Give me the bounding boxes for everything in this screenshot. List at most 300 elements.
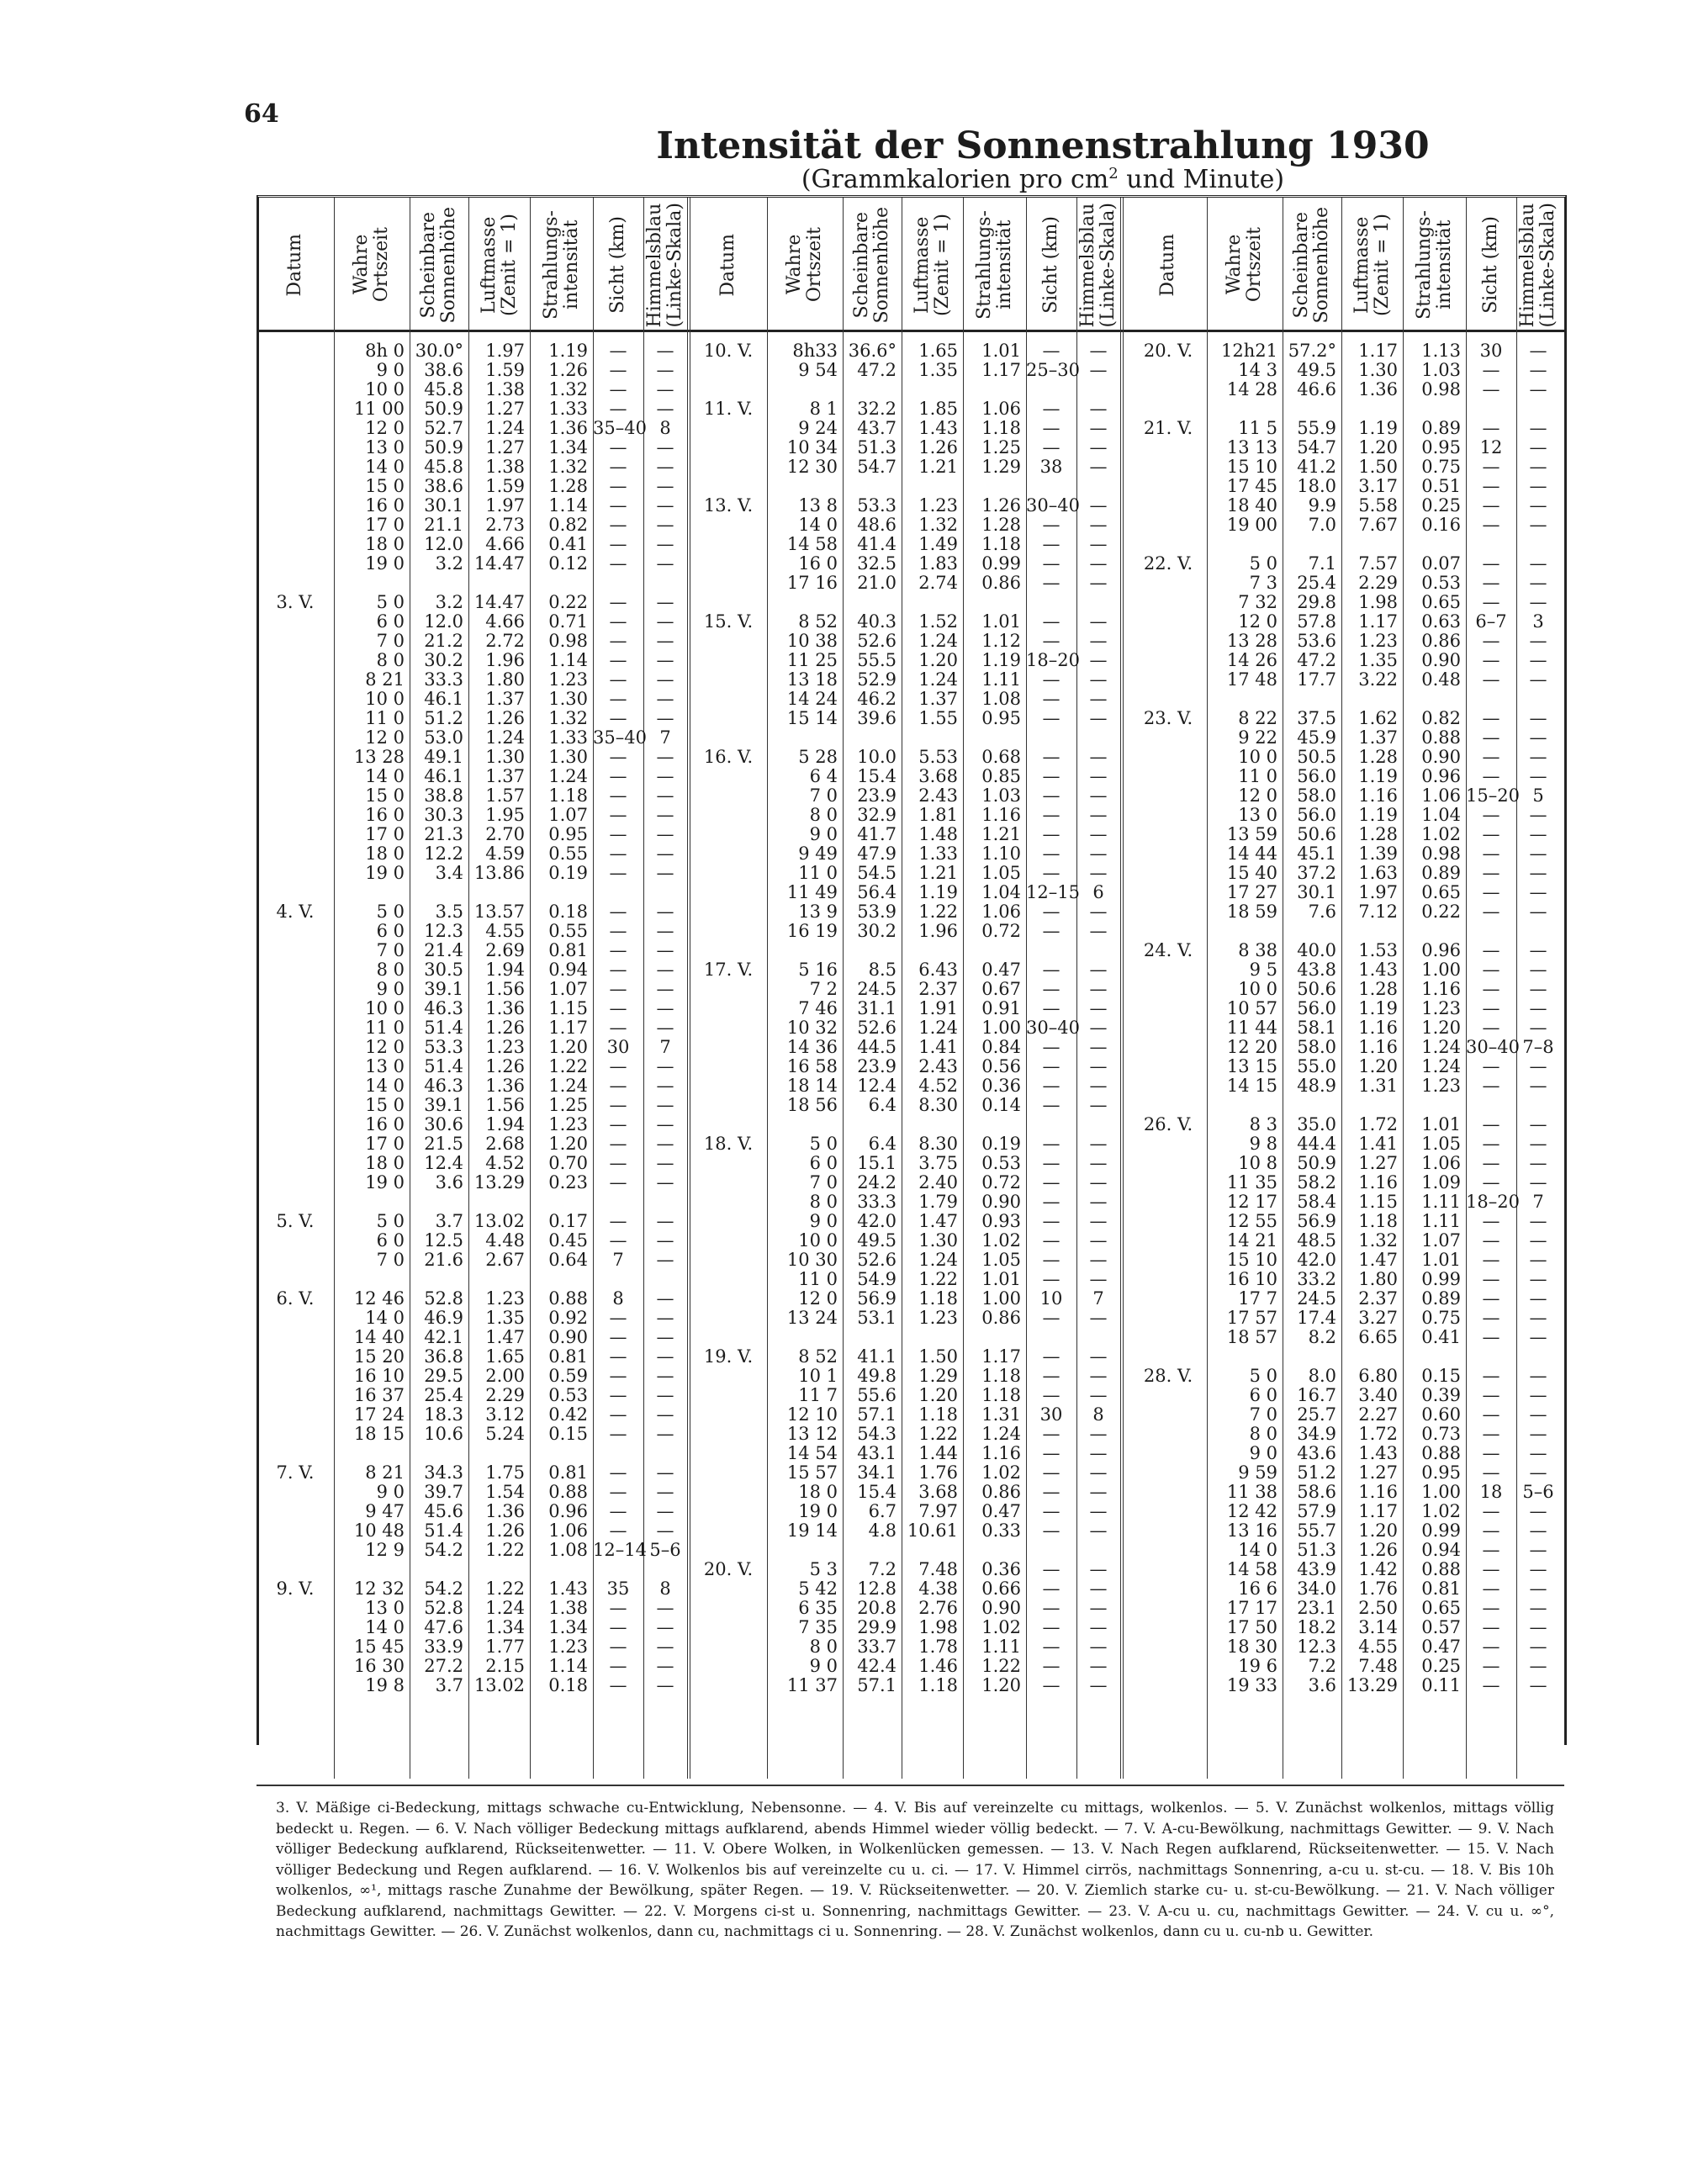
cell-luft: 2.72 <box>485 631 525 651</box>
column-header-label: Scheinbare Sonnenhöhe <box>1291 206 1332 324</box>
cell-blau: — <box>1089 399 1108 419</box>
cell-blau: — <box>656 1617 674 1637</box>
cell-zeit: 18 0 <box>798 1482 838 1502</box>
cell-datum: 4. V. <box>276 902 315 922</box>
table-row <box>690 941 1120 960</box>
cell-blau: — <box>656 805 674 825</box>
cell-luft: 1.24 <box>918 669 958 690</box>
cell-intens: 0.81 <box>1421 1579 1461 1599</box>
cell-hoehe: 51.3 <box>857 437 897 457</box>
cell-zeit: 12 55 <box>1226 1211 1277 1231</box>
cell-sicht: — <box>609 708 627 728</box>
cell-blau: — <box>1089 553 1108 574</box>
cell-sicht: 18–20 <box>1026 650 1080 670</box>
table-row <box>1129 980 1560 999</box>
cell-hoehe: 29.9 <box>857 1617 897 1637</box>
table-row <box>1129 1483 1560 1502</box>
cell-intens: 1.20 <box>1421 1018 1461 1038</box>
cell-blau: — <box>1529 360 1547 380</box>
cell-hoehe: 4.8 <box>868 1520 897 1541</box>
cell-intens: 1.15 <box>548 998 588 1018</box>
cell-hoehe: 53.9 <box>857 902 897 922</box>
cell-zeit: 9 8 <box>1249 1134 1277 1154</box>
cell-luft: 1.65 <box>918 341 958 361</box>
cell-zeit: 16 0 <box>365 495 405 516</box>
cell-sicht: — <box>1042 824 1061 844</box>
cell-zeit: 9 49 <box>798 843 838 864</box>
cell-sicht: — <box>609 902 627 922</box>
cell-zeit: 14 0 <box>798 515 838 535</box>
table-row <box>690 1192 1120 1212</box>
cell-blau: — <box>656 1230 674 1251</box>
cell-sicht: — <box>1042 1617 1061 1637</box>
cell-intens: 1.36 <box>548 418 588 438</box>
cell-blau: — <box>656 960 674 980</box>
cell-hoehe: 3.6 <box>1308 1675 1336 1695</box>
cell-sicht: — <box>1482 1520 1500 1541</box>
table-row <box>1129 516 1560 535</box>
table-row <box>257 709 687 728</box>
cell-intens: 1.08 <box>548 1540 588 1560</box>
cell-blau: — <box>1529 1134 1547 1154</box>
cell-intens: 1.26 <box>548 360 588 380</box>
table-row <box>690 380 1120 399</box>
cell-zeit: 10 34 <box>786 437 838 457</box>
cell-blau: — <box>656 979 674 999</box>
cell-hoehe: 41.4 <box>857 534 897 554</box>
cell-intens: 1.20 <box>981 1675 1021 1695</box>
cell-hoehe: 45.9 <box>1297 727 1336 748</box>
cell-blau: — <box>1529 766 1547 786</box>
group-separator <box>1120 198 1124 1779</box>
cell-hoehe: 18.3 <box>424 1404 463 1425</box>
cell-zeit: 8 21 <box>365 1462 405 1483</box>
cell-blau: — <box>1089 1037 1108 1057</box>
cell-hoehe: 9.9 <box>1308 495 1336 516</box>
cell-luft: 1.72 <box>1358 1114 1398 1134</box>
cell-zeit: 11 38 <box>1226 1482 1277 1502</box>
cell-hoehe: 43.7 <box>857 418 897 438</box>
cell-intens: 1.06 <box>981 399 1021 419</box>
cell-intens: 1.00 <box>981 1288 1021 1309</box>
table-row <box>257 748 687 767</box>
cell-sicht: — <box>1482 843 1500 864</box>
cell-luft: 1.97 <box>485 341 525 361</box>
cell-sicht: — <box>1482 1056 1500 1076</box>
cell-hoehe: 17.7 <box>1297 669 1336 690</box>
cell-intens: 1.32 <box>548 708 588 728</box>
cell-luft: 2.70 <box>485 824 525 844</box>
cell-intens: 1.01 <box>981 1269 1021 1289</box>
table-row <box>690 1405 1120 1425</box>
table-row <box>690 1057 1120 1076</box>
column-header-label: Wahre Ortszeit <box>1224 227 1265 303</box>
cell-sicht: — <box>609 437 627 457</box>
cell-zeit: 14 0 <box>365 1617 405 1637</box>
cell-sicht: — <box>1482 902 1500 922</box>
cell-sicht: — <box>1042 785 1061 806</box>
cell-hoehe: 46.3 <box>424 1076 463 1096</box>
cell-hoehe: 52.6 <box>857 631 897 651</box>
table-row <box>1129 1444 1560 1463</box>
cell-hoehe: 24.2 <box>857 1172 897 1192</box>
cell-hoehe: 54.2 <box>424 1579 463 1599</box>
cell-luft: 1.19 <box>1358 418 1398 438</box>
cell-hoehe: 23.9 <box>857 1056 897 1076</box>
table-row <box>690 1618 1120 1637</box>
cell-hoehe: 12.8 <box>857 1579 897 1599</box>
cell-luft: 1.16 <box>1358 1037 1398 1057</box>
cell-sicht: — <box>609 553 627 574</box>
cell-zeit: 11 0 <box>1238 766 1277 786</box>
cell-zeit: 15 40 <box>1226 863 1277 883</box>
cell-zeit: 9 0 <box>809 1656 838 1676</box>
cell-intens: 1.11 <box>981 669 1021 690</box>
cell-blau: — <box>656 1134 674 1154</box>
cell-blau: — <box>1089 1134 1108 1154</box>
cell-zeit: 10 48 <box>353 1520 405 1541</box>
cell-intens: 0.86 <box>981 573 1021 593</box>
cell-luft: 10.61 <box>907 1520 958 1541</box>
cell-blau: — <box>1089 785 1108 806</box>
cell-luft: 1.19 <box>918 882 958 902</box>
table-row <box>1129 1192 1560 1212</box>
cell-intens: 1.18 <box>981 534 1021 554</box>
cell-intens: 1.11 <box>1421 1192 1461 1212</box>
cell-hoehe: 36.8 <box>424 1346 463 1367</box>
cell-hoehe: 51.4 <box>424 1056 463 1076</box>
table-row <box>1129 825 1560 844</box>
cell-zeit: 7 0 <box>809 1172 838 1192</box>
cell-zeit: 16 19 <box>786 921 838 941</box>
table-row <box>690 361 1120 380</box>
cell-sicht: — <box>1482 824 1500 844</box>
cell-zeit: 10 0 <box>798 1230 838 1251</box>
cell-zeit: 15 45 <box>353 1637 405 1657</box>
cell-luft: 1.44 <box>918 1443 958 1463</box>
cell-intens: 1.02 <box>981 1230 1021 1251</box>
cell-hoehe: 56.4 <box>857 882 897 902</box>
cell-luft: 1.96 <box>485 650 525 670</box>
cell-zeit: 17 45 <box>1226 476 1277 496</box>
cell-hoehe: 16.7 <box>1297 1385 1336 1405</box>
table-row <box>1129 844 1560 864</box>
cell-sicht: — <box>1042 1211 1061 1231</box>
cell-luft: 6.43 <box>918 960 958 980</box>
cell-blau: — <box>1529 1288 1547 1309</box>
column-header-label: Himmelsblau (Linke-Skala) <box>644 202 685 328</box>
cell-luft: 1.76 <box>918 1462 958 1483</box>
cell-zeit: 6 0 <box>376 611 405 632</box>
cell-sicht: 7 <box>612 1250 624 1270</box>
cell-blau: — <box>1089 902 1108 922</box>
cell-blau: — <box>1089 1617 1108 1637</box>
cell-hoehe: 15.1 <box>857 1153 897 1173</box>
cell-intens: 1.17 <box>548 1018 588 1038</box>
column-header-label: Datum <box>284 233 305 297</box>
cell-hoehe: 33.7 <box>857 1637 897 1657</box>
cell-intens: 0.89 <box>1421 863 1461 883</box>
cell-hoehe: 24.5 <box>857 979 897 999</box>
cell-luft: 1.16 <box>1358 1482 1398 1502</box>
table-row <box>1129 554 1560 574</box>
cell-luft: 1.59 <box>485 360 525 380</box>
cell-sicht: — <box>1482 515 1500 535</box>
cell-sicht: — <box>609 592 627 612</box>
table-row <box>257 651 687 670</box>
cell-intens: 0.88 <box>1421 1443 1461 1463</box>
cell-blau: — <box>656 1520 674 1541</box>
cell-luft: 1.30 <box>1358 360 1398 380</box>
cell-sicht: — <box>1482 708 1500 728</box>
cell-hoehe: 54.3 <box>857 1424 897 1444</box>
cell-zeit: 17 7 <box>1238 1288 1277 1309</box>
cell-zeit: 12 0 <box>365 727 405 748</box>
cell-zeit: 6 0 <box>1249 1385 1277 1405</box>
cell-blau: — <box>1529 495 1547 516</box>
cell-hoehe: 41.7 <box>857 824 897 844</box>
cell-blau: — <box>1529 1366 1547 1386</box>
cell-luft: 1.22 <box>485 1540 525 1560</box>
cell-hoehe: 3.5 <box>435 902 463 922</box>
cell-blau: — <box>1529 940 1547 960</box>
cell-intens: 1.01 <box>1421 1250 1461 1270</box>
table-row <box>257 477 687 496</box>
table-row <box>1129 1018 1560 1038</box>
cell-sicht: — <box>609 1656 627 1676</box>
cell-sicht: — <box>1042 1443 1061 1463</box>
table-row <box>257 1289 687 1309</box>
cell-hoehe: 43.9 <box>1297 1559 1336 1579</box>
column-header-label: Strahlungs- intensität <box>1413 210 1455 320</box>
table-row <box>690 419 1120 438</box>
cell-hoehe: 52.8 <box>424 1598 463 1618</box>
table-row <box>257 535 687 554</box>
cell-intens: 1.24 <box>1421 1037 1461 1057</box>
cell-intens: 0.84 <box>981 1037 1021 1057</box>
cell-blau: — <box>1529 1114 1547 1134</box>
cell-luft: 2.27 <box>1358 1404 1398 1425</box>
cell-sicht: — <box>609 1501 627 1521</box>
cell-hoehe: 7.6 <box>1308 902 1336 922</box>
cell-blau: — <box>656 1153 674 1173</box>
cell-blau: — <box>1529 553 1547 574</box>
cell-sicht: — <box>609 341 627 361</box>
cell-sicht: — <box>1042 437 1061 457</box>
cell-hoehe: 25.4 <box>1297 573 1336 593</box>
table-row <box>1129 535 1560 554</box>
cell-sicht: 30–40 <box>1466 1037 1520 1057</box>
cell-blau: — <box>1089 1269 1108 1289</box>
cell-intens: 1.05 <box>1421 1134 1461 1154</box>
cell-zeit: 18 30 <box>1226 1637 1277 1657</box>
cell-intens: 0.99 <box>1421 1520 1461 1541</box>
cell-intens: 1.08 <box>981 689 1021 709</box>
table-row <box>257 960 687 980</box>
cell-zeit: 18 14 <box>786 1076 838 1096</box>
cell-blau: — <box>656 631 674 651</box>
cell-sicht: — <box>609 1482 627 1502</box>
cell-hoehe: 47.2 <box>1297 650 1336 670</box>
cell-luft: 1.28 <box>1358 824 1398 844</box>
cell-blau: — <box>1529 902 1547 922</box>
cell-hoehe: 50.9 <box>424 399 463 419</box>
cell-luft: 1.26 <box>485 1018 525 1038</box>
cell-intens: 0.95 <box>1421 1462 1461 1483</box>
cell-hoehe: 7.1 <box>1308 553 1336 574</box>
cell-blau: — <box>1089 1443 1108 1463</box>
cell-hoehe: 20.8 <box>857 1598 897 1618</box>
cell-blau: — <box>656 1018 674 1038</box>
cell-intens: 0.98 <box>1421 843 1461 864</box>
cell-hoehe: 30.1 <box>1297 882 1336 902</box>
table-row <box>1129 999 1560 1018</box>
cell-blau: — <box>656 341 674 361</box>
cell-blau: — <box>656 1424 674 1444</box>
cell-hoehe: 43.8 <box>1297 960 1336 980</box>
table-row <box>690 960 1120 980</box>
cell-blau: — <box>1529 341 1547 361</box>
column-header-blau <box>1076 202 1120 328</box>
cell-hoehe: 54.5 <box>857 863 897 883</box>
table-row <box>1129 1560 1560 1579</box>
cell-intens: 0.88 <box>548 1288 588 1309</box>
cell-blau: 7 <box>659 727 671 748</box>
cell-hoehe: 56.0 <box>1297 766 1336 786</box>
cell-luft: 1.27 <box>485 437 525 457</box>
cell-blau: — <box>1089 1462 1108 1483</box>
cell-zeit: 12 0 <box>365 418 405 438</box>
cell-sicht: — <box>1042 902 1061 922</box>
cell-zeit: 9 59 <box>1238 1462 1277 1483</box>
cell-sicht: 25–30 <box>1026 360 1080 380</box>
cell-luft: 1.26 <box>485 708 525 728</box>
table-row <box>257 574 687 593</box>
cell-hoehe: 40.0 <box>1297 940 1336 960</box>
cell-zeit: 7 0 <box>376 940 405 960</box>
cell-datum: 11. V. <box>703 399 754 419</box>
cell-luft: 1.52 <box>918 611 958 632</box>
cell-sicht: — <box>1482 979 1500 999</box>
table-row <box>257 1212 687 1231</box>
cell-datum: 15. V. <box>703 611 754 632</box>
cell-hoehe: 48.9 <box>1297 1076 1336 1096</box>
cell-blau: — <box>1089 1192 1108 1212</box>
cell-blau: — <box>1529 1250 1547 1270</box>
cell-hoehe: 47.6 <box>424 1617 463 1637</box>
cell-zeit: 8 0 <box>809 1637 838 1657</box>
cell-sicht: — <box>1482 360 1500 380</box>
cell-blau: 7 <box>1092 1288 1104 1309</box>
cell-luft: 6.80 <box>1358 1366 1398 1386</box>
cell-blau: — <box>1089 1424 1108 1444</box>
cell-intens: 1.23 <box>1421 998 1461 1018</box>
cell-hoehe: 8.5 <box>868 960 897 980</box>
cell-zeit: 12 0 <box>798 1288 838 1309</box>
cell-intens: 1.25 <box>548 1095 588 1115</box>
column-header-label: Strahlungs- intensität <box>540 210 582 320</box>
cell-zeit: 16 10 <box>353 1366 405 1386</box>
cell-luft: 1.81 <box>918 805 958 825</box>
cell-luft: 1.23 <box>1358 631 1398 651</box>
cell-luft: 1.21 <box>918 457 958 477</box>
cell-sicht: — <box>1042 1153 1061 1173</box>
cell-sicht: — <box>1042 553 1061 574</box>
table-row <box>690 767 1120 786</box>
cell-blau: — <box>656 379 674 399</box>
table-row <box>1129 670 1560 690</box>
table-row <box>1129 1463 1560 1483</box>
cell-luft: 1.18 <box>918 1288 958 1309</box>
cell-zeit: 16 0 <box>798 553 838 574</box>
cell-datum: 28. V. <box>1143 1366 1193 1386</box>
cell-zeit: 19 14 <box>786 1520 838 1541</box>
cell-hoehe: 30.3 <box>424 805 463 825</box>
cell-sicht: — <box>609 476 627 496</box>
cell-zeit: 13 15 <box>1226 1056 1277 1076</box>
cell-sicht: — <box>609 979 627 999</box>
column-header-label: Luftmasse (Zenit = 1) <box>478 214 520 316</box>
cell-luft: 3.12 <box>485 1404 525 1425</box>
cell-luft: 1.95 <box>485 805 525 825</box>
cell-sicht: — <box>609 1308 627 1328</box>
cell-hoehe: 58.0 <box>1297 785 1336 806</box>
cell-luft: 1.33 <box>918 843 958 864</box>
cell-hoehe: 57.8 <box>1297 611 1336 632</box>
cell-sicht: — <box>1482 940 1500 960</box>
cell-hoehe: 47.9 <box>857 843 897 864</box>
cell-hoehe: 46.6 <box>1297 379 1336 399</box>
cell-blau: — <box>1089 805 1108 825</box>
cell-blau: — <box>1529 1443 1547 1463</box>
cell-sicht: — <box>609 1018 627 1038</box>
cell-luft: 1.20 <box>1358 1056 1398 1076</box>
cell-intens: 0.14 <box>981 1095 1021 1115</box>
cell-blau: 7 <box>1532 1192 1544 1212</box>
cell-sicht: — <box>609 631 627 651</box>
cell-intens: 0.82 <box>548 515 588 535</box>
cell-hoehe: 18.0 <box>1297 476 1336 496</box>
cell-zeit: 6 35 <box>798 1598 838 1618</box>
cell-blau: — <box>1529 573 1547 593</box>
table-row <box>690 1134 1120 1154</box>
cell-sicht: — <box>609 1520 627 1541</box>
column-header-label: Datum <box>1157 233 1178 297</box>
table-row <box>1129 457 1560 477</box>
cell-sicht: — <box>1482 960 1500 980</box>
cell-zeit: 14 24 <box>786 689 838 709</box>
cell-blau: — <box>1529 1675 1547 1695</box>
cell-intens: 1.16 <box>981 1443 1021 1463</box>
cell-intens: 0.91 <box>981 998 1021 1018</box>
cell-luft: 2.40 <box>918 1172 958 1192</box>
table-row <box>1129 960 1560 980</box>
cell-sicht: — <box>609 1637 627 1657</box>
cell-intens: 0.64 <box>548 1250 588 1270</box>
table-row <box>257 1579 687 1599</box>
table-row <box>690 1018 1120 1038</box>
cell-blau: — <box>1529 1637 1547 1657</box>
cell-luft: 4.48 <box>485 1230 525 1251</box>
column-header-sicht <box>1466 202 1516 328</box>
table-row <box>257 1231 687 1251</box>
cell-sicht: — <box>1482 1424 1500 1444</box>
cell-sicht: — <box>1482 998 1500 1018</box>
cell-blau: — <box>1529 418 1547 438</box>
cell-zeit: 12 42 <box>1226 1501 1277 1521</box>
cell-sicht: — <box>1042 1172 1061 1192</box>
cell-intens: 0.53 <box>981 1153 1021 1173</box>
